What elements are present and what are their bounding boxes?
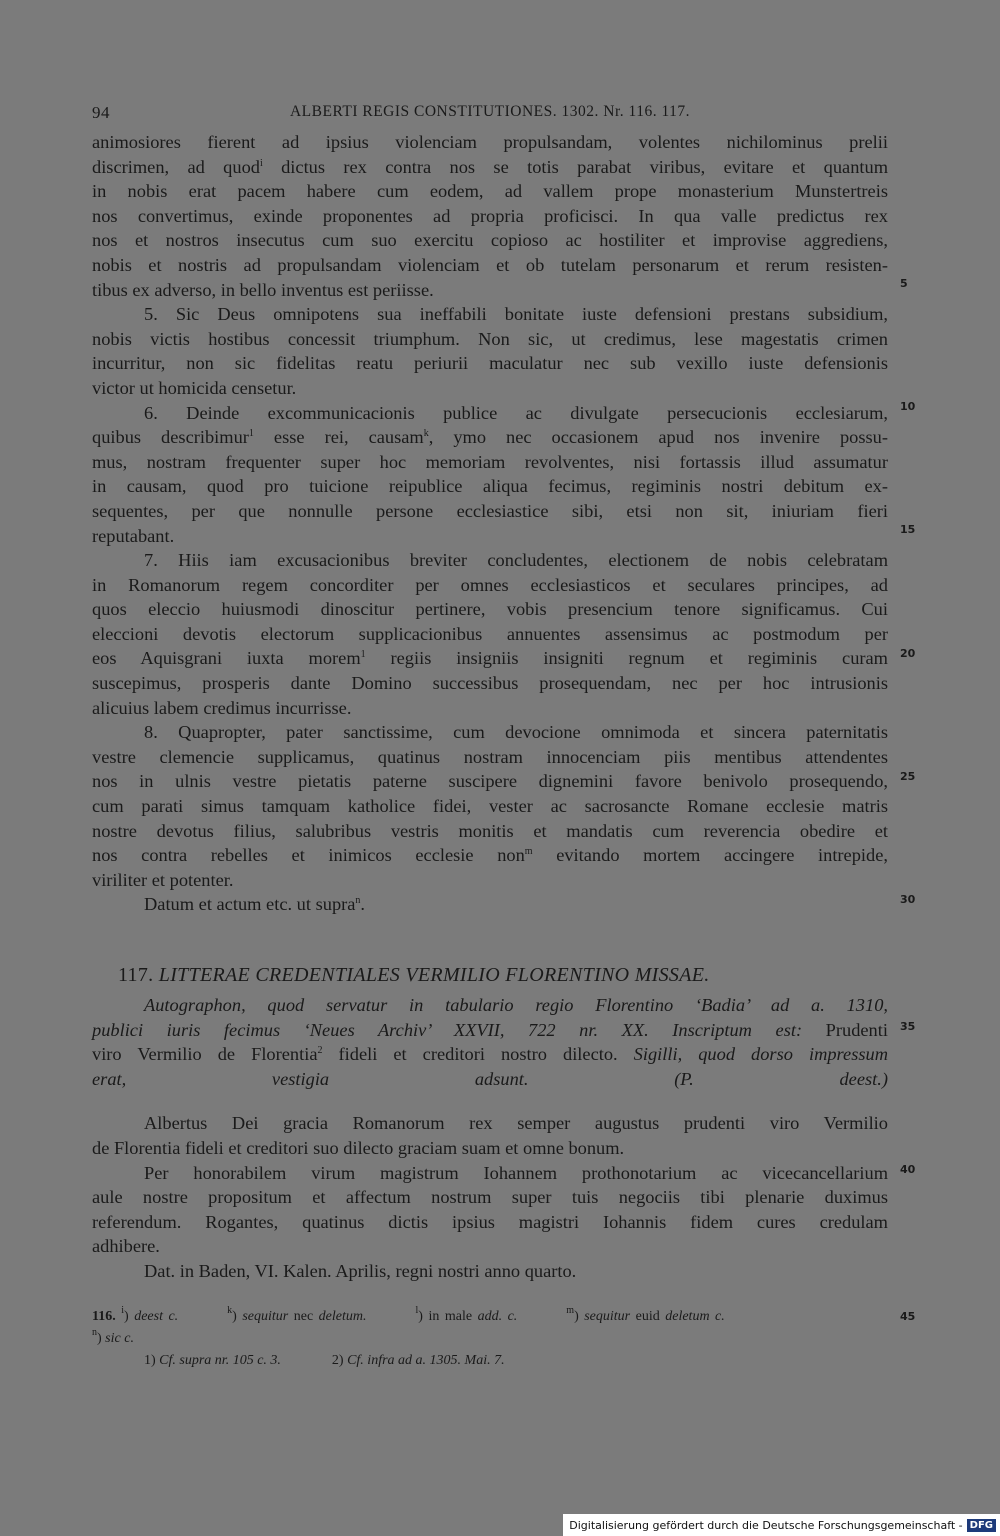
text-line: alicuius labem credimus incurrisse. xyxy=(92,697,352,718)
text-line: in causam, quod pro tuicione reipublice aliqua fecimus, regiminis nostri debitum ex- xyxy=(92,476,888,497)
footnote-ref: k xyxy=(423,428,429,440)
text-line: nos in ulnis vestre pietatis paterne suscipere dignemini favore benivolo prosequendo, xyxy=(92,771,888,792)
text-line: suscepimus, prosperis dante Domino successibus prosequendam, nec per hoc intrusionis xyxy=(92,673,888,694)
text-line: animosiores fierent ad ipsius violenciam propulsandam, volentes nichilominus prelii xyxy=(92,132,888,152)
dfg-logo: DFG xyxy=(967,1519,996,1532)
running-title: ALBERTI REGIS CONSTITUTIONES. 1302. Nr. 116. 117. xyxy=(289,103,690,120)
margin-line-number: 25 xyxy=(900,770,916,783)
text-line: cum parati simus tamquam katholice fidei, vester ac sacrosancte Romane ecclesie matris xyxy=(92,796,888,817)
text-line: 5. Sic Deus omnipotens sua ineffabili bonitate iuste defensioni prestans subsidium, xyxy=(144,304,888,325)
text-line: eleccioni devotis electorum supplicacionibus annuentes assensimus ac postmodum per xyxy=(92,623,888,644)
page xyxy=(92,100,916,1372)
text-line: 7. Hiis iam excusacionibus breviter concludentes, electionem de nobis celebratam xyxy=(144,550,888,571)
text-line: nos contra rebelles et inimicos ecclesie non$^m$ evitando mortem accingere intrepide, xyxy=(92,845,888,866)
text-line: discrimen, ad quod$^i$ dictus rex contra nos se totis parabat viribus, evitare et quantum xyxy=(92,156,889,177)
margin-line-number: 30 xyxy=(900,893,916,906)
page-number: 94 xyxy=(92,103,110,122)
document-116-body xyxy=(92,130,916,917)
text-line: aule nostre propositum et affectum nostrum super tuis negociis tibi plenarie duximus xyxy=(92,1187,888,1208)
text-line: nobis et nostris ad propulsandam violenciam et ob tutelam personarum et rerum resisten- xyxy=(92,254,888,275)
margin-line-number: 35 xyxy=(900,1020,916,1033)
footnote-ref: 1 xyxy=(248,428,254,440)
dfg-footer xyxy=(563,1514,1000,1536)
running-header xyxy=(92,100,888,130)
document-number: 117. xyxy=(118,964,154,986)
text-line: mus, nostram frequenter super hoc memoriam revolventes, nisi fortassis illud assumatur xyxy=(92,451,888,472)
text-line: vestre clemencie supplicamus, quatinus nostram innocenciam piis mentibus attendentes xyxy=(92,746,888,767)
document-117-heading xyxy=(92,961,888,989)
footnotes xyxy=(92,1304,916,1372)
footnote-line: 116. $^i$) deest c. $^k$) sequitur nec deletum. $^l$) in male add. c. $^m$) sequitur euid deletum c. xyxy=(92,1304,725,1324)
text-line: Albertus Dei gracia Romanorum rex semper augustus prudenti viro Vermilio xyxy=(144,1113,888,1134)
margin-line-number: 15 xyxy=(900,523,916,536)
footnote-ref: i xyxy=(259,157,263,169)
text-line: de Florentia fideli et creditori suo dilecto graciam suam et omne bonum. xyxy=(92,1137,625,1158)
text-line: erat, vestigia adsunt. (P. deest.) xyxy=(92,1068,888,1089)
text-line: nostre devotus filius, salubribus vestris monitis et mandatis cum reverencia obedire et xyxy=(92,820,888,841)
text-line: nos et nostros insecutus cum suo exercitu copioso ac hostiliter et improvise aggrediens, xyxy=(92,230,888,251)
text-line: nobis victis hostibus concessit triumphum. Non sic, ut credimus, lese magestatis crimen xyxy=(92,328,888,349)
text-line: quibus describimur$^1$ esse rei, causam$^k$, ymo nec occasionem apud nos invenire possu- xyxy=(92,427,888,448)
margin-line-number: 5 xyxy=(900,277,908,290)
text-line: 6. Deinde excommunicacionis publice ac divulgate persecucionis ecclesiarum, xyxy=(144,402,888,423)
margin-line-number: 10 xyxy=(900,400,916,413)
text-line: Datum et actum etc. ut supra$^n$. xyxy=(144,894,366,915)
footnote-ref: 1 xyxy=(360,649,366,661)
document-117-body xyxy=(92,1111,916,1283)
text-line: sequentes, per que nonnulle persone ecclesiastice sibi, etsi non sit, iniuriam fieri xyxy=(92,500,888,521)
text-line: referendum. Rogantes, quatinus dictis ipsius magistri Iohannis fidem cures credulam xyxy=(92,1211,888,1232)
footnote-ref: 2 xyxy=(317,1045,323,1057)
text-line: tibus ex adverso, in bello inventus est periisse. xyxy=(92,279,434,300)
footnote-ref: n xyxy=(355,895,361,907)
text-line: reputabant. xyxy=(92,525,175,546)
margin-line-number: 40 xyxy=(900,1163,916,1177)
text-line: Per honorabilem virum magistrum Iohannem prothonotarium ac vicecancellarium xyxy=(144,1162,888,1183)
text-line: viro Vermilio de Florentia$^2$ fideli et creditori nostro dilecto. Sigilli, quod dorso impressum xyxy=(92,1044,888,1065)
text-line: adhibere. xyxy=(92,1236,160,1257)
footnote-ref: m xyxy=(524,846,533,858)
margin-line-number: 20 xyxy=(900,647,916,660)
text-line: incurritur, non sic fidelitas reatu periurii maculatur nec sub vexillo iuste defensionis xyxy=(92,353,888,374)
text-line: eos Aquisgrani iuxta morem$^1$ regiis insigniis insigniti regnum et regiminis curam xyxy=(92,648,888,669)
text-line: publici iuris fecimus ‘Neues Archiv’ XXVII, 722 nr. XX. Inscriptum est: Prudenti xyxy=(92,1019,888,1040)
text-line: Dat. in Baden, VI. Kalen. Aprilis, regni nostri anno quarto. xyxy=(144,1260,577,1281)
text-line: in Romanorum regem concorditer per omnes ecclesiasticos et seculares principes, ad xyxy=(92,574,888,595)
footer-text: Digitalisierung gefördert durch die Deutsche Forschungsgemeinschaft - xyxy=(569,1518,963,1532)
text-line: in nobis erat pacem habere cum eodem, ad vallem prope monasterium Munstertreis xyxy=(92,181,888,202)
footnote-line: $^n$) sic c. xyxy=(92,1326,134,1346)
document-title: LITTERAE CREDENTIALES VERMILIO FLORENTINO MISSAE. xyxy=(158,964,710,986)
text-line: nos convertimus, exinde proponentes ad propria proficisci. In qua valle predictus rex xyxy=(92,205,888,226)
text-line: victor ut homicida censetur. xyxy=(92,377,297,398)
footnote-line: 1) Cf. supra nr. 105 c. 3. 2) Cf. infra ad a. 1305. Mai. 7. xyxy=(144,1352,505,1368)
source-note xyxy=(92,993,916,1091)
margin-line-number: 45 xyxy=(900,1309,916,1323)
text-line: viriliter et potenter. xyxy=(92,869,234,890)
text-line: Autographon, quod servatur in tabulario regio Florentino ‘Badia’ ad a. 1310, xyxy=(144,995,888,1015)
text-line: quos eleccio huiusmodi dinoscitur pertinere, vobis presencium tenore significamus. Cui xyxy=(92,599,888,620)
text-line: 8. Quapropter, pater sanctissime, cum devocione omnimoda et sincera paternitatis xyxy=(144,722,888,743)
